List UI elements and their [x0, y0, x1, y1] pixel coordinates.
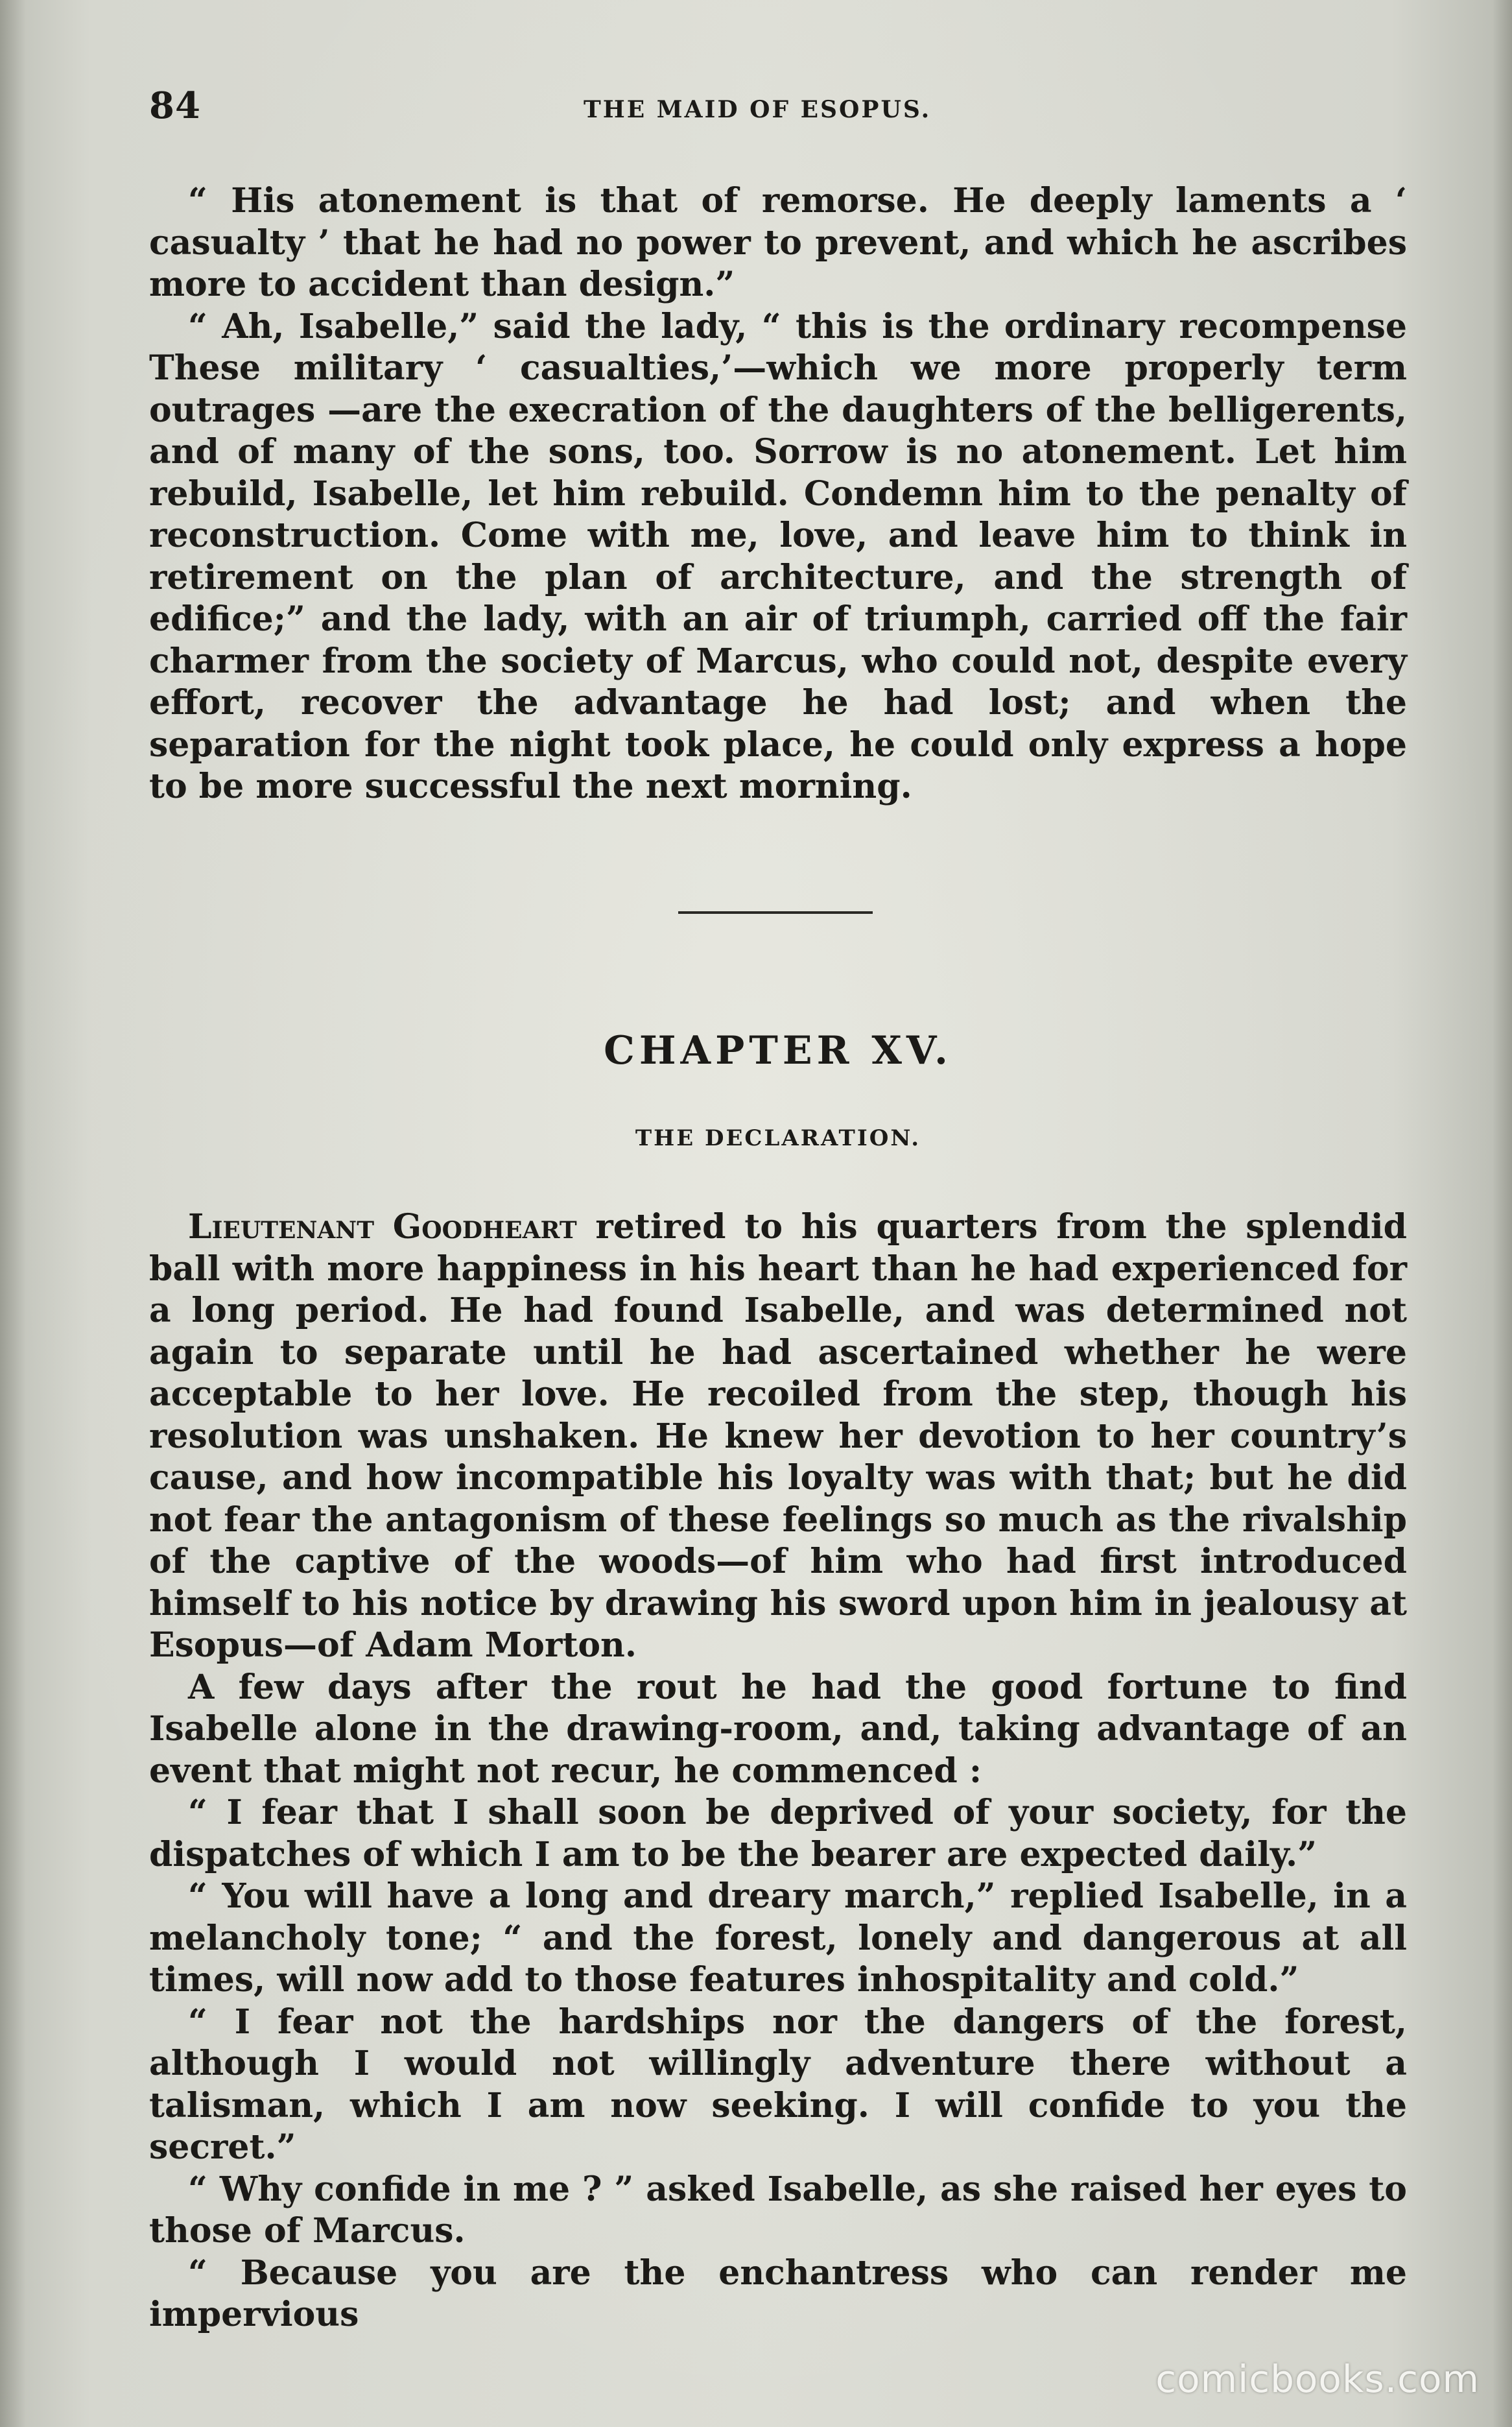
paragraph: “ You will have a long and dreary march,” replied Isabelle, in a melancholy tone; “ and the forest, lonely and dangerous at all times, will now add to those features inhospitality and cold.” — [149, 1876, 1407, 2000]
page-edge-shadow-left — [0, 0, 26, 2427]
paragraph: “ I fear not the hardships nor the dangers of the forest, although I would not willingly adventure there without a talisman, which I am now seeking. I will confide to you the secret.” — [149, 2002, 1407, 2167]
chapter-title: CHAPTER XV. — [604, 1028, 952, 1073]
paragraph: “ Because you are the enchantress who can render me impervious — [149, 2253, 1407, 2334]
paragraph: “ I fear that I shall soon be deprived of your society, for the dispatches of which I am to be the bearer are expected daily.” — [149, 1793, 1407, 1874]
paragraph: “ His atonement is that of remorse. He deeply laments a ‘ casualty ’ that he had no power to prevent, and which he ascribes more to accident than design.” — [149, 181, 1407, 304]
watermark: comicbooks.com — [1155, 2357, 1480, 2401]
paragraph: “ Why confide in me ? ” asked Isabelle, as she raised her eyes to those of Marcus. — [149, 2169, 1407, 2251]
opening-paragraph-rest: retired to his quarters from the splendid ball with more happiness in his heart than he had experienced for a long period. He had found Isabelle, and was determined not again to separate until he had ascertained whether he were acceptable to her love. He recoiled from the step, though his resolution was unshaken. He knew her devotion to her country’s cause, and how incompatible his loyalty was with that; but he did not fear the antagonism of these feelings so much as the rivalship of the captive of the woods—of him who had first introduced himself to his notice by drawing his sword upon him in jealousy at Esopus—of Adam Morton. — [149, 1207, 1407, 1665]
section-one-text — [149, 180, 1407, 808]
paragraph: A few days after the rout he had the good fortune to find Isabelle alone in the drawing-room, and, taking advantage of an event that might not recur, he commenced : — [149, 1667, 1407, 1791]
page-edge-shadow-right — [1493, 0, 1512, 2427]
page-number: 84 — [149, 84, 201, 127]
running-head-title: THE MAID OF ESOPUS. — [584, 96, 932, 123]
section-two-text — [149, 1206, 1407, 2336]
paragraph: “ Ah, Isabelle,” said the lady, “ this is the ordinary recompense These military ‘ casualties,’—which we more properly term outrages —are the execration of the daughters of the belligerents, and of many of the sons, too. Sorrow is no atonement. Let him rebuild, Isabelle, let him rebuild. Condemn him to the penalty of reconstruction. Come with me, love, and leave him to think in retirement on the plan of architecture, and the strength of edifice;” and the lady, with an air of triumph, carried off the fair charmer from the society of Marcus, who could not, despite every effort, recover the advantage he had lost; and when the separation for the night took place, he could only express a hope to be more successful the next morning. — [149, 306, 1407, 806]
chapter-subtitle: THE DECLARATION. — [635, 1125, 921, 1151]
opening-smallcaps: Lieutenant Goodheart — [188, 1207, 577, 1247]
section-divider-rule — [678, 911, 873, 914]
running-head — [149, 84, 1413, 136]
opening-paragraph — [149, 1206, 1407, 1667]
